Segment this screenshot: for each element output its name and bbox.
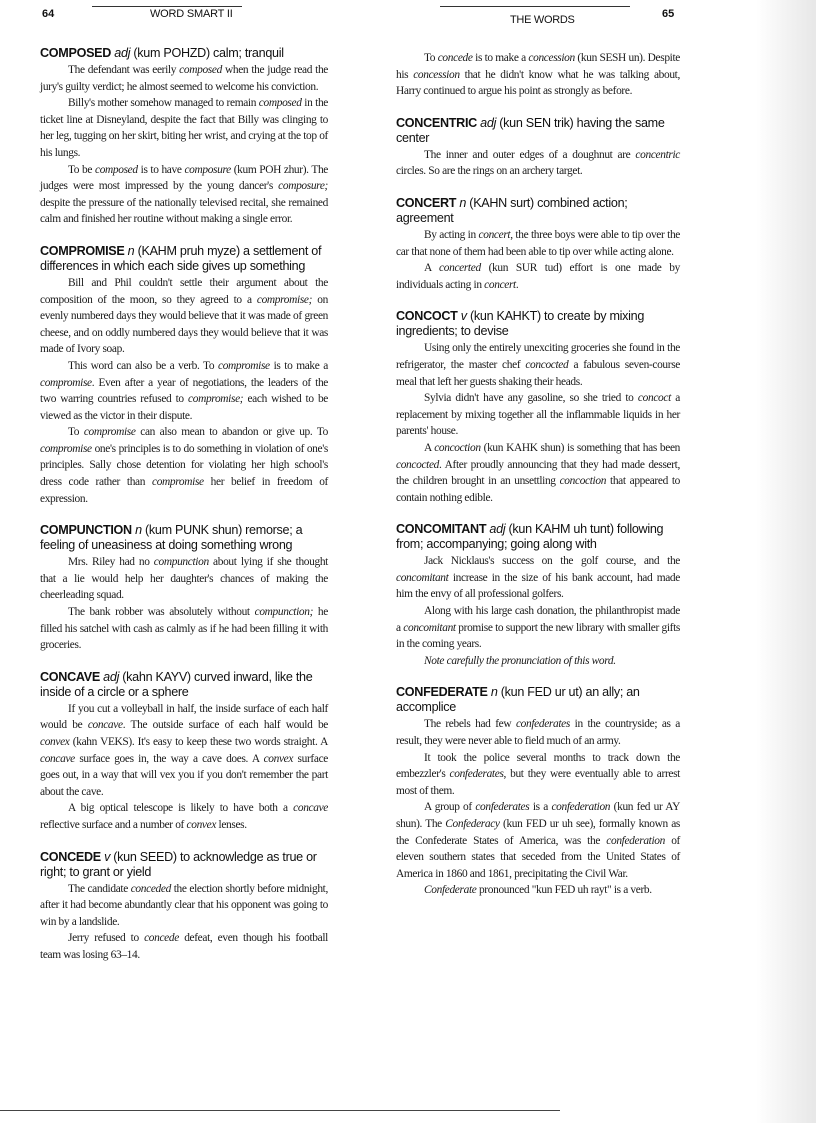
- entry-headword-line: [396, 522, 680, 552]
- right-running-title: THE WORDS: [510, 14, 575, 26]
- definition: (kun FED ur ut) an ally; an accomplice: [396, 685, 640, 715]
- definition: (kum PUNK shun) remorse; a feeling of uneasiness at doing something wrong: [40, 523, 303, 553]
- entry-headword-line: [396, 196, 680, 226]
- headword: CONCERT: [396, 195, 457, 210]
- definition: (kun KAHKT) to create by mixing ingredients; to devise: [396, 309, 645, 339]
- example-paragraph: It took the police several months to track down the embezzler's confederates, but they were eventually able to arrest most of them.: [396, 751, 680, 797]
- bottom-rule: [0, 1110, 560, 1111]
- example-paragraph: Billy's mother somehow managed to remain composed in the ticket line at Disneyland, despite the fact that Billy was clinging to her leg, tugging on her skirt, biting her wrist, and crying at the top of his lungs.: [40, 97, 329, 159]
- example-paragraph: The defendant was eerily composed when the judge read the jury's guilty verdict; he almost seemed to welcome his conviction.: [40, 64, 329, 93]
- headword: COMPOSED: [40, 46, 112, 60]
- entry-compromise: [40, 244, 328, 507]
- definition: (kun SEN trik) having the same center: [396, 115, 665, 145]
- entry-headword-line: [40, 523, 328, 553]
- example-paragraph: To concede is to make a concession (kun SESH un). Despite his concession that he didn't know what he was talking about, Harry continued to argue his point as strongly as before.: [396, 52, 680, 98]
- example-paragraph: The bank robber was absolutely without compunction; he filled his satchel with cash as calmly as if he had been filling it with groceries.: [40, 606, 328, 652]
- right-header-rule: [440, 6, 630, 7]
- example-paragraph: To be composed is to have composure (kum POH zhur). The judges were most impressed by the young dancer's composure; despite the pressure of the nationally televised recital, she remained calm and finished her routine without making a single error.: [40, 163, 328, 226]
- page-edge-shadow: [756, 0, 816, 1123]
- headword: CONCENTRIC: [396, 115, 477, 130]
- example-paragraph: Using only the entirely unexciting groceries she found in the refrigerator, the master chef concocted a fabulous seven-course meal that left her guests shaking their heads.: [396, 342, 680, 388]
- definition: (kum POHZD) calm; tranquil: [133, 46, 284, 60]
- example-paragraph: By acting in concert, the three boys were able to tip over the car that none of them had been able to tip over while acting alone.: [396, 228, 680, 258]
- definition: (KAHM pruh myze) a settlement of differences in which each side gives up something: [40, 243, 322, 273]
- entry-headword-line: [40, 850, 328, 880]
- left-running-title: WORD SMART II: [150, 8, 233, 20]
- entry-headword-line: [40, 670, 328, 700]
- left-header-rule: [92, 6, 242, 7]
- headword: CONCOMITANT: [396, 522, 487, 537]
- part-of-speech: n: [127, 243, 135, 258]
- part-of-speech: adj: [114, 46, 131, 60]
- left-page-number: 64: [42, 8, 55, 20]
- entry-headword-line: [396, 685, 680, 715]
- entry-headword-line: [40, 46, 328, 61]
- part-of-speech: n: [135, 523, 142, 538]
- entry-concave: [40, 670, 328, 834]
- example-paragraph: Mrs. Riley had no compunction about lying if she thought that a lie would help her daughter's chances of making the cheerleading squad.: [40, 556, 328, 602]
- headword: COMPUNCTION: [40, 523, 132, 538]
- headword: CONCOCT: [396, 309, 458, 324]
- example-paragraph: The inner and outer edges of a doughnut are concentric circles. So are the rings on an archery target.: [396, 148, 680, 178]
- example-paragraph: A big optical telescope is likely to have both a concave reflective surface and a number of convex lenses.: [40, 802, 328, 831]
- part-of-speech: adj: [489, 522, 506, 537]
- headword: CONFEDERATE: [396, 685, 488, 700]
- definition: (KAHN surt) combined action; agreement: [396, 195, 628, 225]
- example-paragraph: Note carefully the pronunciation of this word.: [424, 654, 616, 667]
- example-paragraph: Sylvia didn't have any gasoline, so she tried to concoct a replacement by mixing together all the inflammable liquids in her parents' house.: [396, 392, 680, 438]
- right-column: [396, 50, 680, 915]
- part-of-speech: adj: [480, 115, 497, 130]
- example-paragraph: Confederate pronounced "kun FED uh rayt" is a verb.: [424, 884, 652, 897]
- definition: (kun KAHM uh tunt) following from; accompanying; going along with: [396, 522, 664, 552]
- entry-concert: [396, 196, 680, 293]
- entry-concoct: [396, 309, 680, 506]
- entry-confederate: [396, 685, 680, 899]
- example-paragraph: The candidate conceded the election shortly before midnight, after it had become abundantly clear that his opponent was going to win by a landslide.: [40, 882, 328, 928]
- entry-concentric: [396, 116, 680, 180]
- entry-compunction: [40, 523, 328, 654]
- example-paragraph: Bill and Phil couldn't settle their argument about the composition of the moon, so they agreed to a compromise; on evenly numbered days they would believe that it was made of green cheese, and on oddly numbered days they would believe that it was made of Ivory soap.: [40, 276, 328, 356]
- part-of-speech: v: [104, 849, 111, 864]
- entry-concomitant: [396, 522, 680, 669]
- example-paragraph: Jack Nicklaus's success on the golf course, and the concomitant increase in the size of his bank account, had made him the envy of all professional golfers.: [396, 555, 680, 601]
- example-paragraph: A group of confederates is a confederation (kun fed ur AY shun). The Confederacy (kun FED ur uh see), formally known as the Confederate States of America, was the confederation of eleven southern states that seceded from the United States of America in 1860 and 1861, precipitating the Civil War.: [396, 801, 681, 880]
- entry-headword-line: [40, 244, 328, 274]
- part-of-speech: adj: [103, 669, 120, 684]
- example-paragraph: This word can also be a verb. To compromise is to make a compromise. Even after a year of negotiations, the leaders of the two warring countries refused to compromise; each wished to be viewed as the victor in their dispute.: [40, 359, 328, 422]
- example-paragraph: Jerry refused to concede defeat, even though his football team was losing 63–14.: [40, 932, 328, 961]
- headword: COMPROMISE: [40, 243, 125, 258]
- example-paragraph: Along with his large cash donation, the philanthropist made a concomitant promise to support the new library with smaller gifts in the coming years.: [396, 605, 680, 651]
- headword: CONCEDE: [40, 849, 101, 864]
- entry-concede: [40, 850, 328, 964]
- definition: (kun SEED) to acknowledge as true or right; to grant or yield: [40, 849, 317, 879]
- entry-continued: [396, 50, 680, 100]
- part-of-speech: v: [460, 309, 467, 324]
- part-of-speech: n: [490, 685, 498, 700]
- example-paragraph: A concerted (kun SUR tud) effort is one made by individuals acting in concert.: [396, 262, 680, 291]
- headword: CONCAVE: [40, 669, 100, 684]
- example-paragraph: To compromise can also mean to abandon or give up. To compromise one's principles is to do something in violation of one's principles. Sally chose detention for violating her high school's dress code rather than compromise her belief in freedom of expression.: [40, 426, 329, 505]
- left-column: [40, 46, 328, 980]
- right-page-number: 65: [662, 8, 675, 20]
- entry-composed: [40, 46, 328, 228]
- part-of-speech: n: [459, 195, 467, 210]
- definition: (kahn KAYV) curved inward, like the inside of a circle or a sphere: [40, 669, 313, 699]
- entry-headword-line: [396, 116, 680, 146]
- entry-headword-line: [396, 309, 680, 339]
- example-paragraph: The rebels had few confederates in the countryside; as a result, they were never able to field much of an army.: [396, 718, 681, 748]
- example-paragraph: A concoction (kun KAHK shun) is something that has been concocted. After proudly announcing that they had made dessert, the children brought in an unsettling concoction that appeared to contain nothing edible.: [396, 441, 681, 504]
- example-paragraph: If you cut a volleyball in half, the inside surface of each half would be concave. The outside surface of each half would be convex (kahn VEKS). It's easy to keep these two words straight. A concave surface goes in, the way a cave does. A convex surface goes out, in a way that will vex you if you don't remember the part about the cave.: [40, 702, 329, 798]
